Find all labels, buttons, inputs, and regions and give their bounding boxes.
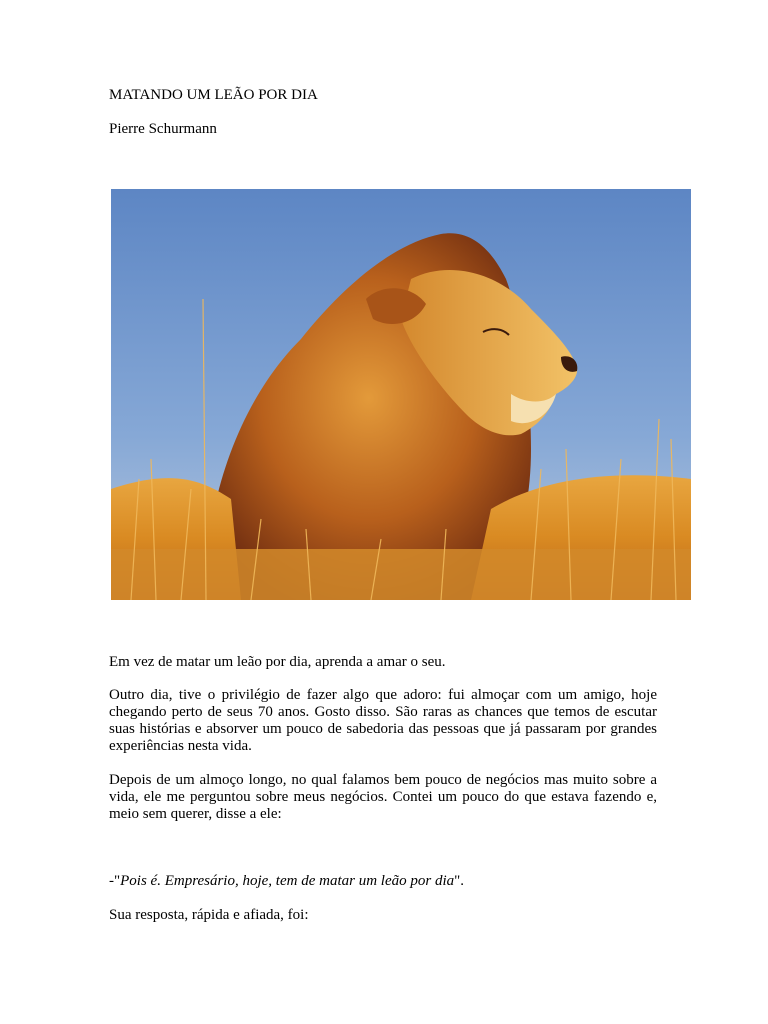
lion-photo [111,189,691,600]
paragraph-3: Depois de um almoço longo, no qual falamos bem pouco de negócios mas muito sobre a vida, ele me perguntou sobre meus negócios. Contei um pouco do que estava fazendo e, meio sem querer, disse a ele: [109,772,657,822]
paragraph-1: Em vez de matar um leão por dia, aprenda a amar o seu. [109,654,446,670]
paragraph-5: Sua resposta, rápida e afiada, foi: [109,907,309,923]
quote-text: Pois é. Empresário, hoje, tem de matar um leão por dia [120,873,455,889]
paragraph-2: Outro dia, tive o privilégio de fazer algo que adoro: fui almoçar com um amigo, hoje chegando perto de seus 70 anos. Gosto disso. São raras as chances que temos de escutar suas histórias e absorver um pouco de sabedoria das pessoas que já passaram por grandes experiências nesta vida. [109,687,657,754]
quote-prefix: -" [109,873,121,889]
document-author: Pierre Schurmann [109,121,217,137]
document-title: MATANDO UM LEÃO POR DIA [109,87,318,103]
quote-suffix: ". [454,873,464,889]
quote-paragraph [109,873,657,890]
